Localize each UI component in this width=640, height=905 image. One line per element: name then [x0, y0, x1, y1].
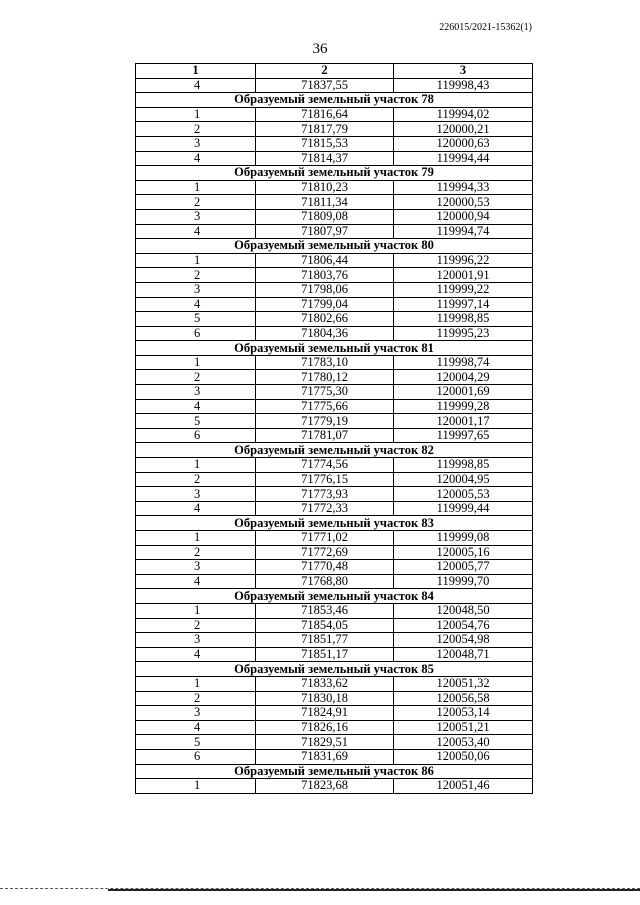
x-coordinate-cell: 71779,19: [256, 414, 394, 429]
x-coordinate-cell: 71811,34: [256, 195, 394, 210]
point-number-cell: 2: [136, 370, 256, 385]
table-row: [136, 647, 533, 662]
table-row: [136, 253, 533, 268]
point-number-cell: 1: [136, 107, 256, 122]
point-number-cell: 4: [136, 151, 256, 166]
parcel-section-title: Образуемый земельный участок 79: [136, 166, 533, 181]
table-row: [136, 370, 533, 385]
table-row: [136, 749, 533, 764]
point-number-cell: 4: [136, 399, 256, 414]
x-coordinate-cell: 71776,15: [256, 472, 394, 487]
point-number-cell: 4: [136, 720, 256, 735]
y-coordinate-cell: 120000,94: [394, 209, 533, 224]
x-coordinate-cell: 71851,77: [256, 633, 394, 648]
x-coordinate-cell: 71775,30: [256, 385, 394, 400]
parcel-section-row: [136, 662, 533, 677]
x-coordinate-cell: 71802,66: [256, 312, 394, 327]
x-coordinate-cell: 71799,04: [256, 297, 394, 312]
y-coordinate-cell: 120000,21: [394, 122, 533, 137]
table-row: [136, 122, 533, 137]
column-header-1: 1: [136, 64, 256, 79]
table-row: [136, 282, 533, 297]
table-row: [136, 501, 533, 516]
parcel-section-row: [136, 341, 533, 356]
x-coordinate-cell: 71809,08: [256, 209, 394, 224]
point-number-cell: 3: [136, 282, 256, 297]
point-number-cell: 1: [136, 458, 256, 473]
x-coordinate-cell: 71807,97: [256, 224, 394, 239]
table-row: [136, 195, 533, 210]
y-coordinate-cell: 120048,50: [394, 603, 533, 618]
table-row: [136, 633, 533, 648]
table-row: [136, 414, 533, 429]
parcel-section-row: [136, 443, 533, 458]
parcel-section-title: Образуемый земельный участок 83: [136, 516, 533, 531]
y-coordinate-cell: 119994,02: [394, 107, 533, 122]
y-coordinate-cell: 119998,85: [394, 312, 533, 327]
table-row: [136, 224, 533, 239]
document-registration-number: 226015/2021-15362(1): [439, 22, 532, 33]
footer-rule: [108, 889, 640, 891]
table-row: [136, 487, 533, 502]
table-row: [136, 399, 533, 414]
y-coordinate-cell: 120000,63: [394, 136, 533, 151]
parcel-section-title: Образуемый земельный участок 84: [136, 589, 533, 604]
x-coordinate-cell: 71768,80: [256, 574, 394, 589]
x-coordinate-cell: 71831,69: [256, 749, 394, 764]
y-coordinate-cell: 120051,46: [394, 779, 533, 794]
y-coordinate-cell: 119998,43: [394, 78, 533, 93]
y-coordinate-cell: 120051,32: [394, 676, 533, 691]
point-number-cell: 6: [136, 428, 256, 443]
table-row: [136, 545, 533, 560]
table-row: [136, 107, 533, 122]
y-coordinate-cell: 120051,21: [394, 720, 533, 735]
y-coordinate-cell: 119996,22: [394, 253, 533, 268]
x-coordinate-cell: 71823,68: [256, 779, 394, 794]
table-row: [136, 428, 533, 443]
x-coordinate-cell: 71772,33: [256, 501, 394, 516]
parcel-section-title: Образуемый земельный участок 86: [136, 764, 533, 779]
table-row: [136, 209, 533, 224]
table-row: [136, 618, 533, 633]
point-number-cell: 2: [136, 691, 256, 706]
y-coordinate-cell: 119999,22: [394, 282, 533, 297]
point-number-cell: 5: [136, 312, 256, 327]
table-row: [136, 560, 533, 575]
y-coordinate-cell: 119995,23: [394, 326, 533, 341]
x-coordinate-cell: 71830,18: [256, 691, 394, 706]
x-coordinate-cell: 71770,48: [256, 560, 394, 575]
point-number-cell: 4: [136, 501, 256, 516]
point-number-cell: 3: [136, 136, 256, 151]
x-coordinate-cell: 71804,36: [256, 326, 394, 341]
x-coordinate-cell: 71851,17: [256, 647, 394, 662]
y-coordinate-cell: 120004,95: [394, 472, 533, 487]
point-number-cell: 1: [136, 355, 256, 370]
table-row: [136, 180, 533, 195]
x-coordinate-cell: 71817,79: [256, 122, 394, 137]
x-coordinate-cell: 71829,51: [256, 735, 394, 750]
y-coordinate-cell: 120048,71: [394, 647, 533, 662]
y-coordinate-cell: 120053,40: [394, 735, 533, 750]
x-coordinate-cell: 71837,55: [256, 78, 394, 93]
table-row: [136, 326, 533, 341]
point-number-cell: 3: [136, 487, 256, 502]
y-coordinate-cell: 119998,85: [394, 458, 533, 473]
x-coordinate-cell: 71783,10: [256, 355, 394, 370]
y-coordinate-cell: 120000,53: [394, 195, 533, 210]
coordinates-table: [135, 63, 533, 794]
point-number-cell: 1: [136, 603, 256, 618]
table-row: [136, 531, 533, 546]
y-coordinate-cell: 119998,74: [394, 355, 533, 370]
point-number-cell: 2: [136, 618, 256, 633]
x-coordinate-cell: 71803,76: [256, 268, 394, 283]
x-coordinate-cell: 71781,07: [256, 428, 394, 443]
point-number-cell: 2: [136, 195, 256, 210]
x-coordinate-cell: 71772,69: [256, 545, 394, 560]
y-coordinate-cell: 120056,58: [394, 691, 533, 706]
y-coordinate-cell: 120001,17: [394, 414, 533, 429]
table-row: [136, 735, 533, 750]
point-number-cell: 3: [136, 706, 256, 721]
x-coordinate-cell: 71853,46: [256, 603, 394, 618]
x-coordinate-cell: 71775,66: [256, 399, 394, 414]
x-coordinate-cell: 71826,16: [256, 720, 394, 735]
point-number-cell: 2: [136, 545, 256, 560]
table-row: [136, 297, 533, 312]
point-number-cell: 6: [136, 749, 256, 764]
x-coordinate-cell: 71798,06: [256, 282, 394, 297]
parcel-section-row: [136, 589, 533, 604]
point-number-cell: 1: [136, 180, 256, 195]
x-coordinate-cell: 71771,02: [256, 531, 394, 546]
x-coordinate-cell: 71833,62: [256, 676, 394, 691]
y-coordinate-cell: 120005,16: [394, 545, 533, 560]
y-coordinate-cell: 120054,76: [394, 618, 533, 633]
parcel-section-title: Образуемый земельный участок 80: [136, 239, 533, 254]
table-row: [136, 472, 533, 487]
table-header-row: [136, 64, 533, 79]
x-coordinate-cell: 71814,37: [256, 151, 394, 166]
point-number-cell: 4: [136, 78, 256, 93]
x-coordinate-cell: 71806,44: [256, 253, 394, 268]
table-row: [136, 136, 533, 151]
point-number-cell: 3: [136, 560, 256, 575]
y-coordinate-cell: 119999,08: [394, 531, 533, 546]
point-number-cell: 2: [136, 268, 256, 283]
point-number-cell: 5: [136, 735, 256, 750]
point-number-cell: 1: [136, 779, 256, 794]
table-row: [136, 574, 533, 589]
y-coordinate-cell: 119999,44: [394, 501, 533, 516]
x-coordinate-cell: 71824,91: [256, 706, 394, 721]
y-coordinate-cell: 120005,77: [394, 560, 533, 575]
x-coordinate-cell: 71816,64: [256, 107, 394, 122]
table-row: [136, 779, 533, 794]
point-number-cell: 4: [136, 647, 256, 662]
x-coordinate-cell: 71854,05: [256, 618, 394, 633]
point-number-cell: 3: [136, 385, 256, 400]
parcel-section-row: [136, 516, 533, 531]
page-number: 36: [312, 41, 328, 57]
point-number-cell: 4: [136, 574, 256, 589]
table-row: [136, 720, 533, 735]
y-coordinate-cell: 119997,65: [394, 428, 533, 443]
x-coordinate-cell: 71815,53: [256, 136, 394, 151]
table-row: [136, 355, 533, 370]
table-row: [136, 691, 533, 706]
parcel-section-row: [136, 764, 533, 779]
parcel-section-row: [136, 239, 533, 254]
x-coordinate-cell: 71810,23: [256, 180, 394, 195]
x-coordinate-cell: 71780,12: [256, 370, 394, 385]
point-number-cell: 2: [136, 472, 256, 487]
y-coordinate-cell: 119994,33: [394, 180, 533, 195]
table-row: [136, 676, 533, 691]
y-coordinate-cell: 120004,29: [394, 370, 533, 385]
table-row: [136, 151, 533, 166]
parcel-section-row: [136, 93, 533, 108]
table-body: [136, 78, 533, 793]
y-coordinate-cell: 119999,28: [394, 399, 533, 414]
point-number-cell: 3: [136, 209, 256, 224]
y-coordinate-cell: 119994,44: [394, 151, 533, 166]
point-number-cell: 1: [136, 676, 256, 691]
table-row: [136, 312, 533, 327]
parcel-section-title: Образуемый земельный участок 81: [136, 341, 533, 356]
point-number-cell: 4: [136, 224, 256, 239]
table-row: [136, 603, 533, 618]
y-coordinate-cell: 120001,69: [394, 385, 533, 400]
table-row: [136, 268, 533, 283]
column-header-2: 2: [256, 64, 394, 79]
y-coordinate-cell: 120053,14: [394, 706, 533, 721]
y-coordinate-cell: 119999,70: [394, 574, 533, 589]
x-coordinate-cell: 71773,93: [256, 487, 394, 502]
point-number-cell: 6: [136, 326, 256, 341]
point-number-cell: 1: [136, 253, 256, 268]
point-number-cell: 1: [136, 531, 256, 546]
point-number-cell: 2: [136, 122, 256, 137]
column-header-3: 3: [394, 64, 533, 79]
y-coordinate-cell: 119994,74: [394, 224, 533, 239]
parcel-section-title: Образуемый земельный участок 85: [136, 662, 533, 677]
y-coordinate-cell: 120054,98: [394, 633, 533, 648]
point-number-cell: 4: [136, 297, 256, 312]
table-row: [136, 458, 533, 473]
parcel-section-title: Образуемый земельный участок 78: [136, 93, 533, 108]
table-row: [136, 706, 533, 721]
table-row: [136, 78, 533, 93]
y-coordinate-cell: 119997,14: [394, 297, 533, 312]
parcel-section-row: [136, 166, 533, 181]
y-coordinate-cell: 120050,06: [394, 749, 533, 764]
table-row: [136, 385, 533, 400]
x-coordinate-cell: 71774,56: [256, 458, 394, 473]
parcel-section-title: Образуемый земельный участок 82: [136, 443, 533, 458]
y-coordinate-cell: 120001,91: [394, 268, 533, 283]
point-number-cell: 5: [136, 414, 256, 429]
point-number-cell: 3: [136, 633, 256, 648]
y-coordinate-cell: 120005,53: [394, 487, 533, 502]
